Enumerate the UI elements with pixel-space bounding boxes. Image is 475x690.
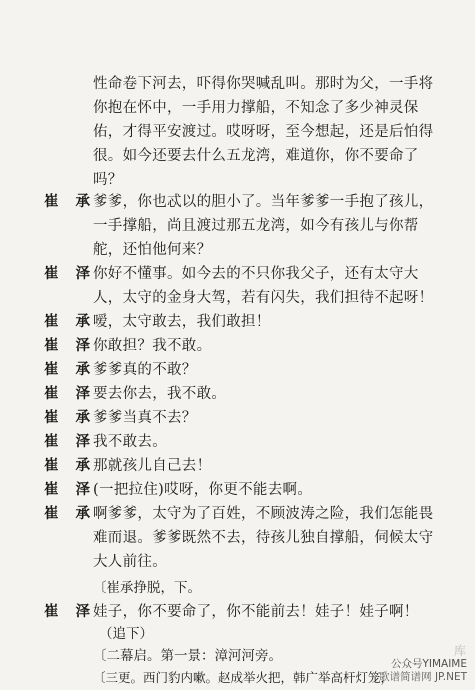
dialogue-line: 你好不懂事。如今去的不只你我父子，还有太守大 bbox=[93, 266, 419, 282]
stage-direction: 〔二幕启。第一景：漳河河旁。 bbox=[93, 648, 282, 664]
dialogue-line: 我不敢去。 bbox=[93, 434, 167, 450]
dialogue-line: 娃子，你不要命了，你不能前去！娃子！娃子啊！ bbox=[93, 604, 419, 620]
speaker-label: 崔 泽 bbox=[44, 433, 97, 450]
dialogue-line: 舵，还怕他何来？ bbox=[93, 242, 212, 258]
watermark-line: 库 bbox=[453, 644, 467, 658]
dialogue-line: 难而退。爹爹既然不去，待孩儿独自撑船，伺候太守 bbox=[93, 530, 434, 546]
dialogue-line: 啊爹爹，太守为了百姓，不顾波涛之险，我们怎能畏 bbox=[93, 506, 434, 522]
speaker-label: 崔 泽 bbox=[44, 337, 97, 354]
stage-direction: （追下） bbox=[99, 626, 153, 642]
dialogue-line: 一手撑船，尚且渡过那五龙湾，如今有孩儿与你帮 bbox=[93, 218, 419, 234]
stage-direction: 〔三更。西门豹内嗽。赵成举火把，韩广举高杆灯笼， bbox=[93, 670, 394, 685]
speaker-label: 崔 泽 bbox=[44, 265, 97, 282]
dialogue-line: 那就孩儿自己去！ bbox=[93, 458, 212, 474]
text-line: 很。如今还要去什么五龙湾，难道你，你不要命了 bbox=[93, 148, 419, 164]
stage-direction: 〔崔承挣脱，下。 bbox=[93, 580, 201, 596]
dialogue-line: 爹爹真的不敢？ bbox=[93, 362, 197, 378]
text-line: 吗？ bbox=[93, 172, 123, 188]
watermark-line: 歌谱简谱网 JP.NET bbox=[379, 671, 467, 683]
dialogue-line: (一把拉住)哎呀，你更不能去啊。 bbox=[93, 482, 313, 498]
dialogue-line: 人，太守的金身大驾，若有闪失，我们担待不起呀！ bbox=[93, 290, 434, 306]
speaker-label: 崔 承 bbox=[44, 505, 97, 522]
speaker-label: 崔 泽 bbox=[44, 603, 97, 620]
speaker-label: 崔 承 bbox=[44, 193, 97, 210]
speaker-label: 崔 承 bbox=[44, 361, 97, 378]
watermark bbox=[379, 645, 467, 684]
dialogue-line: 你敢担？我不敢。 bbox=[93, 338, 212, 354]
text-line: 佑，才得平安渡过。哎呀呀，至今想起，还是后怕得 bbox=[93, 124, 434, 140]
dialogue-line: 爹爹，你也忒以的胆小了。当年爹爹一手抱了孩儿， bbox=[93, 194, 434, 210]
speaker-label: 崔 泽 bbox=[44, 385, 97, 402]
text-line: 你抱在怀中，一手用力撑船，不知念了多少神灵保 bbox=[93, 100, 419, 116]
speaker-label: 崔 承 bbox=[44, 457, 97, 474]
speaker-label: 崔 承 bbox=[44, 313, 97, 330]
speaker-label: 崔 泽 bbox=[44, 481, 97, 498]
speaker-label: 崔 承 bbox=[44, 409, 97, 426]
dialogue-line: 要去你去，我不敢。 bbox=[93, 386, 227, 402]
text-line: 性命卷下河去，吓得你哭喊乱叫。那时为父，一手将 bbox=[93, 76, 434, 92]
dialogue-line: 爹爹当真不去？ bbox=[93, 410, 197, 426]
dialogue-line: 大人前往。 bbox=[93, 554, 167, 570]
watermark-line: 公众号YIMAIME bbox=[390, 658, 467, 670]
dialogue-line: 嗳，太守敢去，我们敢担！ bbox=[93, 314, 271, 330]
